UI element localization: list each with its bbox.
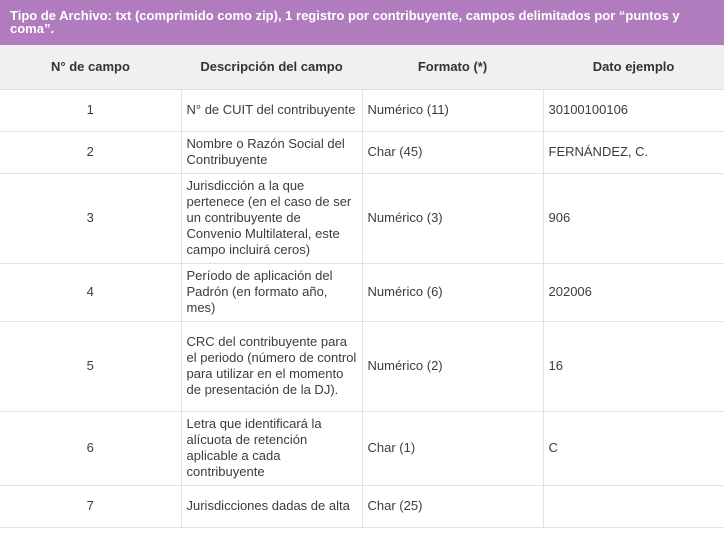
cell-format: Char (45) bbox=[362, 131, 543, 173]
cell-format: Numérico (2) bbox=[362, 321, 543, 411]
cell-example: C bbox=[543, 411, 724, 485]
table-row bbox=[0, 263, 724, 321]
cell-description: CRC del contribuyente para el periodo (número de control para utilizar en el momento de presentación de la DJ). bbox=[181, 321, 362, 411]
header-example: Dato ejemplo bbox=[543, 45, 724, 89]
cell-field-number: 5 bbox=[0, 321, 181, 411]
cell-example: 30100100106 bbox=[543, 89, 724, 131]
table-row bbox=[0, 321, 724, 411]
cell-field-number: 3 bbox=[0, 173, 181, 263]
table-header bbox=[0, 45, 724, 89]
header-field-description: Descripción del campo bbox=[181, 45, 362, 89]
cell-example: 202006 bbox=[543, 263, 724, 321]
cell-field-number: 1 bbox=[0, 89, 181, 131]
cell-description: Período de aplicación del Padrón (en formato año, mes) bbox=[181, 263, 362, 321]
cell-example: 906 bbox=[543, 173, 724, 263]
cell-description: Jurisdicciones dadas de alta bbox=[181, 485, 362, 527]
cell-example: FERNÁNDEZ, C. bbox=[543, 131, 724, 173]
cell-field-number: 6 bbox=[0, 411, 181, 485]
table-row bbox=[0, 131, 724, 173]
cell-field-number: 4 bbox=[0, 263, 181, 321]
cell-description: Nombre o Razón Social del Contribuyente bbox=[181, 131, 362, 173]
table-title: Tipo de Archivo: txt (comprimido como zip), 1 registro por contribuyente, campos delimitados por “puntos y coma”. bbox=[0, 0, 724, 45]
cell-example bbox=[543, 485, 724, 527]
table-row bbox=[0, 411, 724, 485]
table-row bbox=[0, 173, 724, 263]
table-row bbox=[0, 89, 724, 131]
cell-format: Numérico (6) bbox=[362, 263, 543, 321]
cell-format: Char (25) bbox=[362, 485, 543, 527]
cell-field-number: 7 bbox=[0, 485, 181, 527]
cell-description: N° de CUIT del contribuyente bbox=[181, 89, 362, 131]
cell-description: Letra que identificará la alícuota de retención aplicable a cada contribuyente bbox=[181, 411, 362, 485]
header-format: Formato (*) bbox=[362, 45, 543, 89]
cell-format: Char (1) bbox=[362, 411, 543, 485]
header-field-number: N° de campo bbox=[0, 45, 181, 89]
cell-format: Numérico (3) bbox=[362, 173, 543, 263]
field-spec-table bbox=[0, 45, 724, 528]
cell-format: Numérico (11) bbox=[362, 89, 543, 131]
cell-field-number: 2 bbox=[0, 131, 181, 173]
table-row bbox=[0, 485, 724, 527]
cell-description: Jurisdicción a la que pertenece (en el caso de ser un contribuyente de Convenio Multilateral, este campo incluirá ceros) bbox=[181, 173, 362, 263]
cell-example: 16 bbox=[543, 321, 724, 411]
